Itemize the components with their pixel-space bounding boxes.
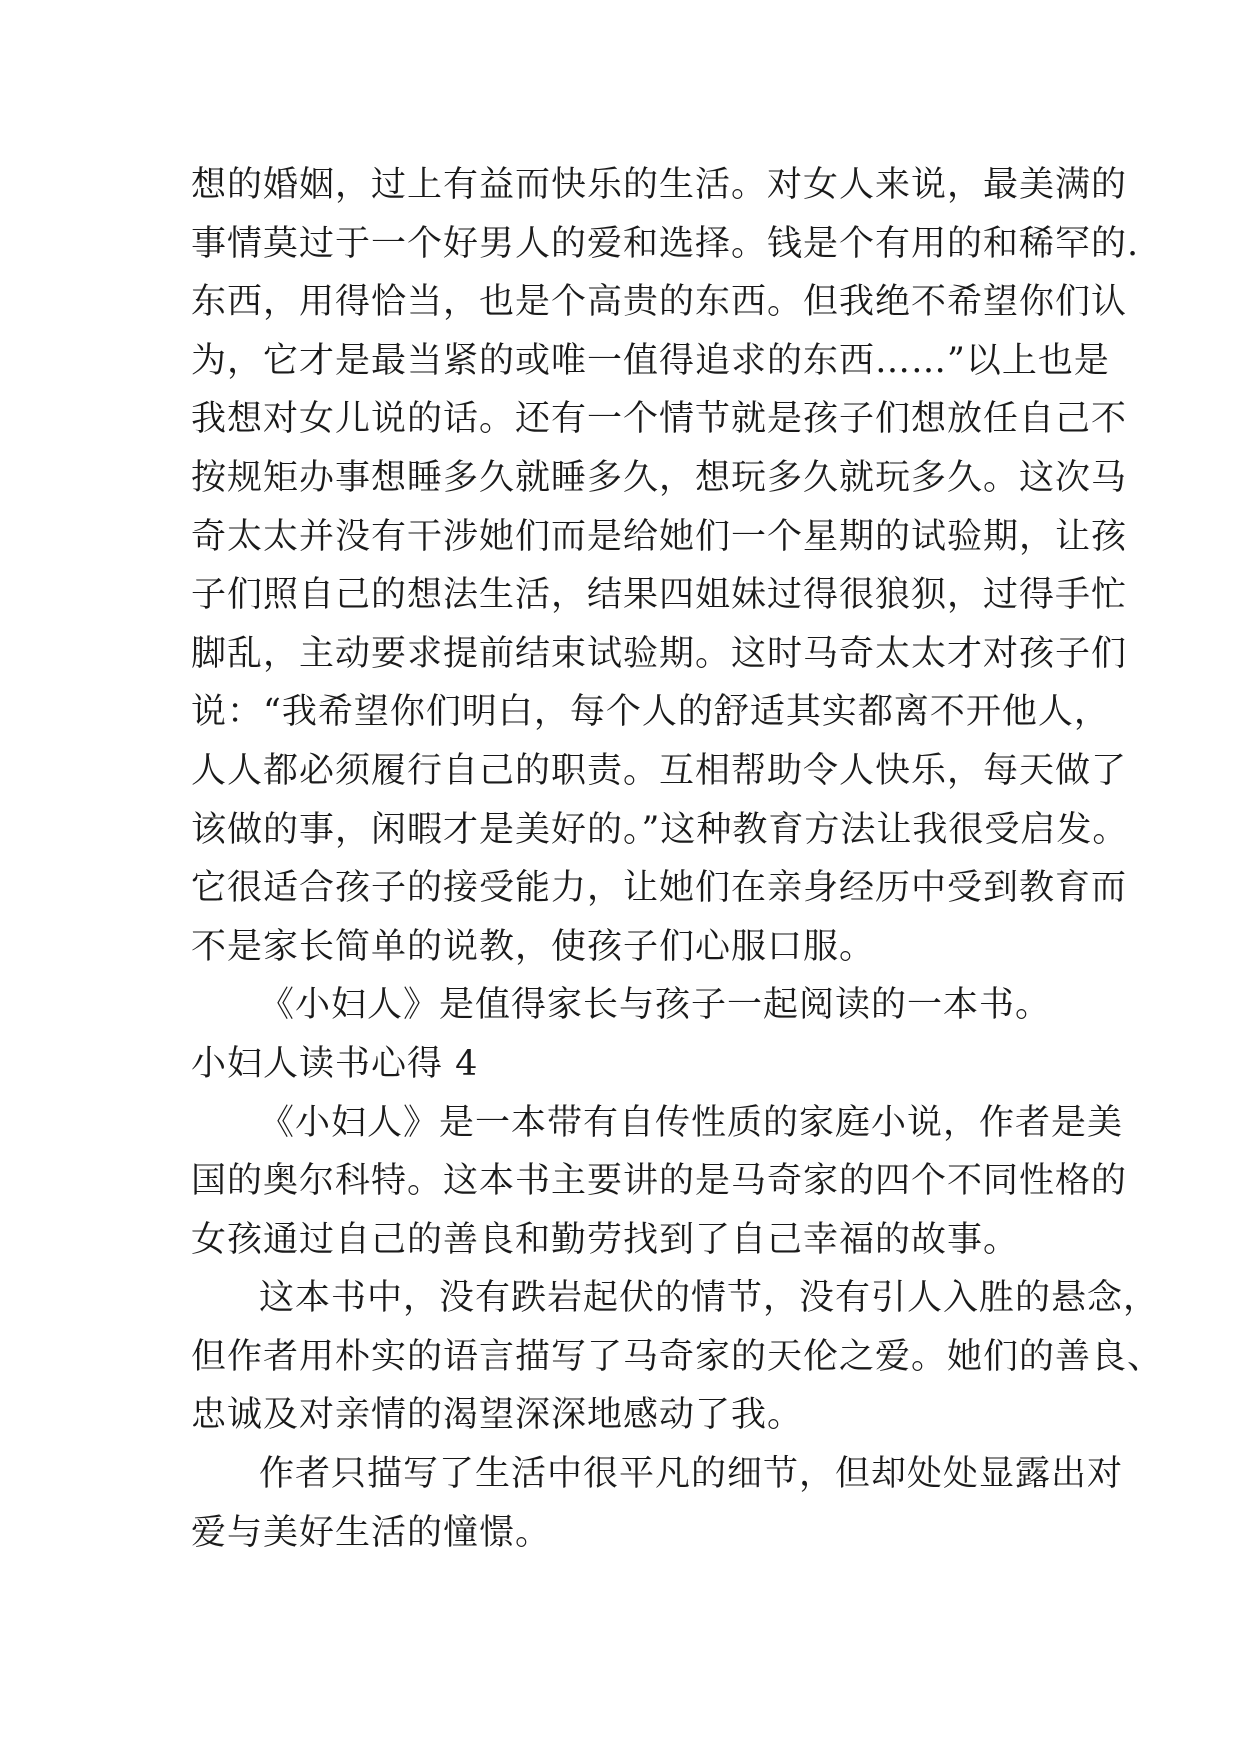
text-line: 它很适合孩子的接受能力，让她们在亲身经历中受到教育而 [191, 868, 1128, 909]
text-line: 爱与美好生活的憧憬。 [191, 1512, 552, 1553]
text-line: 不是家长简单的说教，使孩子们心服口服。 [191, 926, 876, 967]
paragraph-first-line: 作者只描写了生活中很平凡的细节，但却处处显露出对 [259, 1454, 1124, 1495]
paragraph-first-line: 《小妇人》是一本带有自传性质的家庭小说，作者是美 [259, 1102, 1124, 1143]
text-line: 东西，用得恰当，也是个高贵的东西。但我绝不希望你们认 [191, 282, 1128, 323]
section-heading: 小妇人读书心得 4 [191, 1043, 479, 1084]
text-line: 该做的事，闲暇才是美好的。”这种教育方法让我很受启发。 [191, 809, 1129, 850]
text-line: 想的婚姻，过上有益而快乐的生活。对女人来说，最美满的 [191, 165, 1128, 205]
document-body [191, 156, 1164, 1562]
paragraph-first-line: 这本书中，没有跌岩起伏的情节，没有引人入胜的悬念， [259, 1278, 1160, 1319]
text-line: 忠诚及对亲情的渴望深深地感动了我。 [191, 1395, 804, 1436]
text-line: 女孩通过自己的善良和勤劳找到了自己幸福的故事。 [191, 1219, 1020, 1260]
text-line: 按规矩办事想睡多久就睡多久，想玩多久就玩多久。这次马 [191, 457, 1128, 498]
text-line: 奇太太并没有干涉她们而是给她们一个星期的试验期，让孩 [191, 516, 1128, 557]
text-line: 但作者用朴实的语言描写了马奇家的天伦之爱。她们的善良、 [191, 1336, 1164, 1377]
text-line: 我想对女儿说的话。还有一个情节就是孩子们想放任自己不 [191, 399, 1128, 440]
text-line: 为，它才是最当紧的或唯一值得追求的东西……”以上也是 [191, 340, 1110, 381]
text-line: 事情莫过于一个好男人的爱和选择。钱是个有用的和稀罕的. [191, 223, 1140, 264]
text-line: 脚乱，主动要求提前结束试验期。这时马奇太太才对孩子们 [191, 633, 1128, 674]
paragraph-first-line: 《小妇人》是值得家长与孩子一起阅读的一本书。 [259, 985, 1052, 1026]
text-line: 人人都必须履行自己的职责。互相帮助令人快乐，每天做了 [191, 750, 1128, 791]
text-line: 说：“我希望你们明白，每个人的舒适其实都离不开他人， [191, 692, 1110, 733]
text-line: 国的奥尔科特。这本书主要讲的是马奇家的四个不同性格的 [191, 1161, 1128, 1202]
text-line: 子们照自己的想法生活，结果四姐妹过得很狼狈，过得手忙 [191, 575, 1128, 616]
